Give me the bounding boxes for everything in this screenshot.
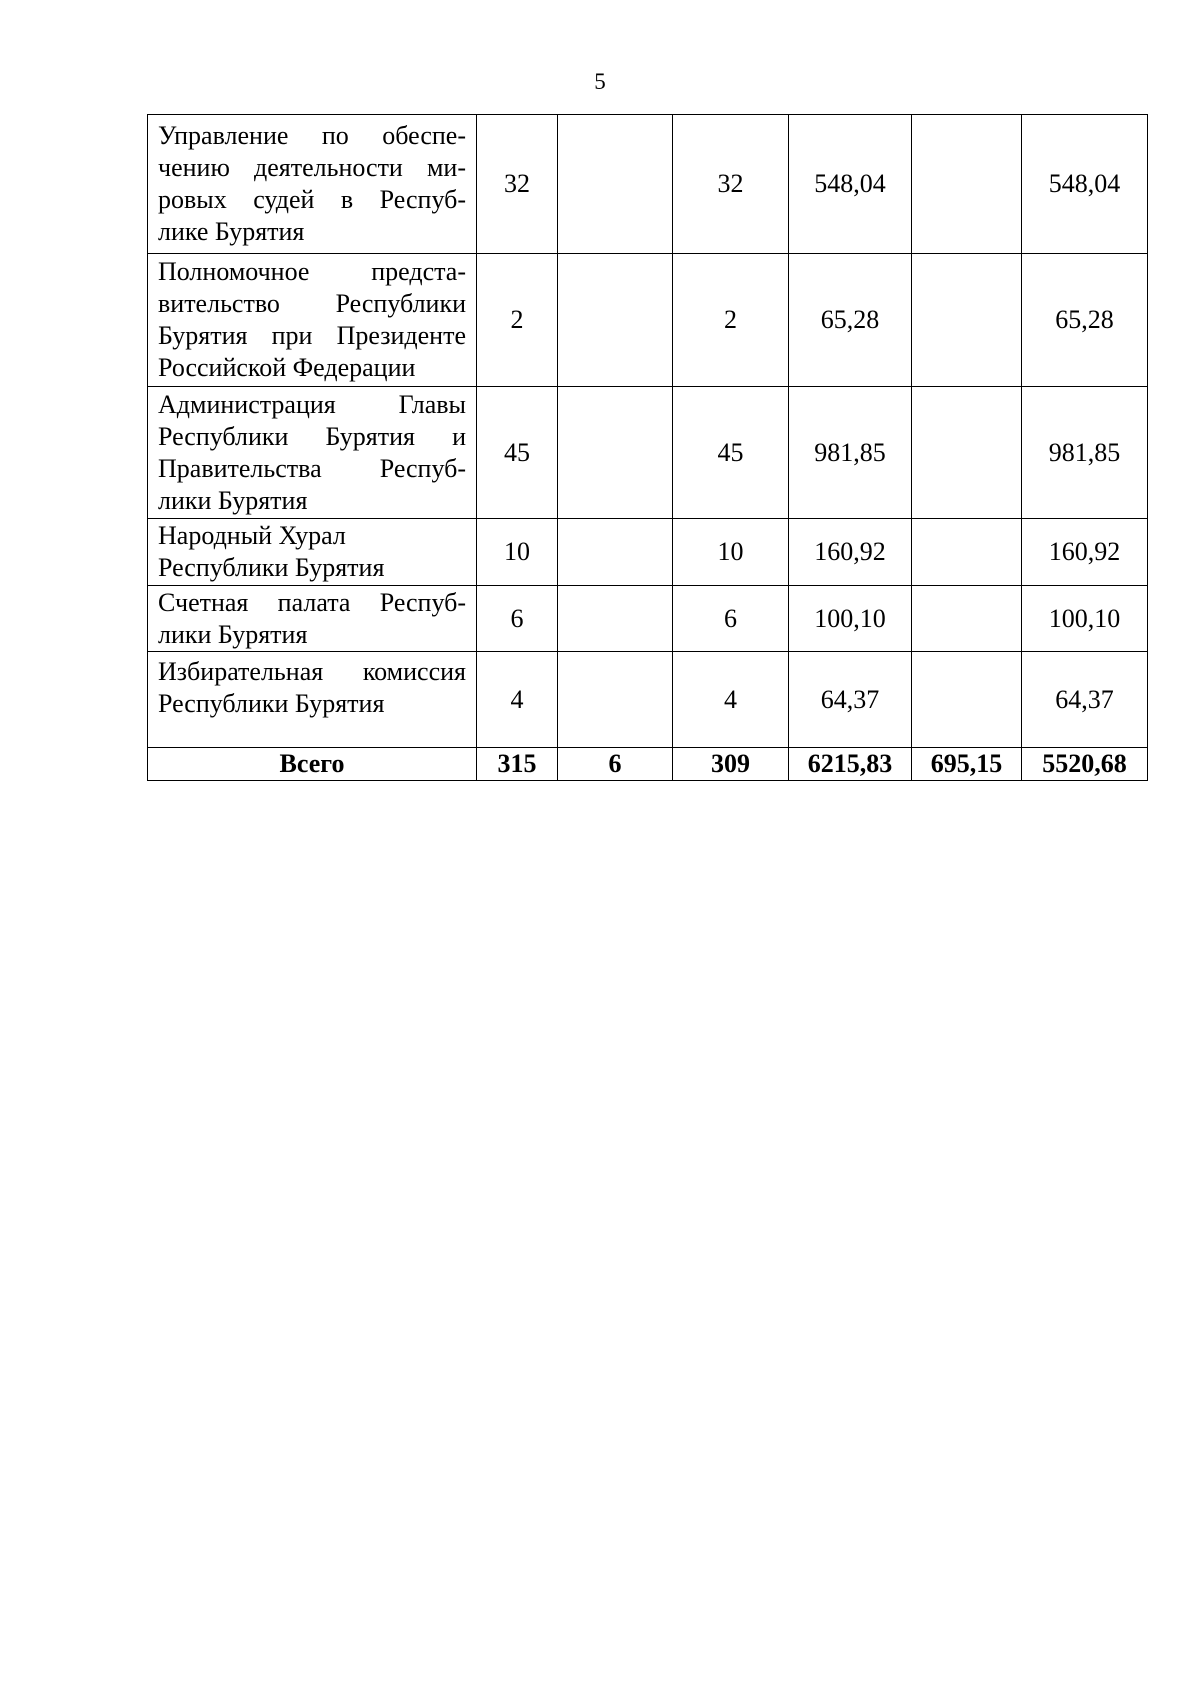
total-label: Всего <box>148 748 477 781</box>
table-cell: 65,28 <box>1022 254 1148 387</box>
table-cell: 64,37 <box>789 652 912 748</box>
table-cell <box>558 115 673 254</box>
name-line: Российской Федерации <box>158 353 416 382</box>
table-cell: 100,10 <box>789 586 912 652</box>
total-cell: 309 <box>673 748 789 781</box>
name-line: лики Бурятия <box>158 485 308 515</box>
table-cell: 6 <box>477 586 558 652</box>
table-cell <box>912 519 1022 586</box>
name-line: Счетная палата Респуб- <box>158 587 466 617</box>
name-line: Республики Бурятия и <box>158 421 466 451</box>
table-cell: 64,37 <box>1022 652 1148 748</box>
total-cell: 6 <box>558 748 673 781</box>
table-row <box>148 387 1148 519</box>
table-row <box>148 519 1148 586</box>
table-cell: 32 <box>673 115 789 254</box>
name-line: Правительства Респуб- <box>158 453 466 483</box>
name-line: чению деятельности ми- <box>158 153 466 182</box>
table-cell <box>558 586 673 652</box>
total-row <box>148 748 1148 781</box>
table-cell: 45 <box>477 387 558 519</box>
table-row <box>148 652 1148 748</box>
table-cell: 981,85 <box>789 387 912 519</box>
name-line: Народный Хурал <box>158 521 346 550</box>
table-cell <box>912 652 1022 748</box>
table-cell: 45 <box>673 387 789 519</box>
table-cell: 4 <box>673 652 789 748</box>
total-cell: 315 <box>477 748 558 781</box>
organization-name-cell <box>148 254 477 387</box>
table-cell: 2 <box>673 254 789 387</box>
name-line: Администрация Главы <box>158 389 466 419</box>
organization-name-cell <box>148 519 477 586</box>
total-cell: 5520,68 <box>1022 748 1148 781</box>
table-cell <box>912 254 1022 387</box>
organization-name-cell <box>148 387 477 519</box>
name-line: Управление по обеспе- <box>158 121 466 150</box>
total-cell: 6215,83 <box>789 748 912 781</box>
name-line: Полномочное предста- <box>158 257 466 286</box>
table-cell: 32 <box>477 115 558 254</box>
table-row <box>148 586 1148 652</box>
table-cell <box>912 586 1022 652</box>
table-cell <box>912 387 1022 519</box>
table-cell <box>558 387 673 519</box>
staff-funding-table <box>147 114 1148 781</box>
table-cell: 548,04 <box>789 115 912 254</box>
name-line: лике Бурятия <box>158 217 305 246</box>
name-line: Избирательная комиссия <box>158 657 466 686</box>
table-cell: 2 <box>477 254 558 387</box>
table-row <box>148 254 1148 387</box>
page-number: 5 <box>594 69 606 94</box>
table-cell: 981,85 <box>1022 387 1148 519</box>
table-cell <box>558 652 673 748</box>
name-line: лики Бурятия <box>158 619 308 649</box>
organization-name-cell <box>148 586 477 652</box>
organization-name-cell <box>148 115 477 254</box>
table-cell: 10 <box>673 519 789 586</box>
table-cell: 548,04 <box>1022 115 1148 254</box>
name-line: Республики Бурятия <box>158 553 385 582</box>
table-cell: 65,28 <box>789 254 912 387</box>
table-row <box>148 115 1148 254</box>
table-cell: 4 <box>477 652 558 748</box>
table-cell <box>558 254 673 387</box>
table-cell: 160,92 <box>789 519 912 586</box>
table-cell: 10 <box>477 519 558 586</box>
table-cell: 6 <box>673 586 789 652</box>
table-cell <box>912 115 1022 254</box>
total-cell: 695,15 <box>912 748 1022 781</box>
table-cell: 160,92 <box>1022 519 1148 586</box>
table-cell <box>558 519 673 586</box>
table-cell: 100,10 <box>1022 586 1148 652</box>
name-line: вительство Республики <box>158 289 466 318</box>
name-line: ровых судей в Респуб- <box>158 185 466 214</box>
name-line: Бурятия при Президенте <box>158 321 466 350</box>
name-line: Республики Бурятия <box>158 689 385 718</box>
organization-name-cell <box>148 652 477 748</box>
